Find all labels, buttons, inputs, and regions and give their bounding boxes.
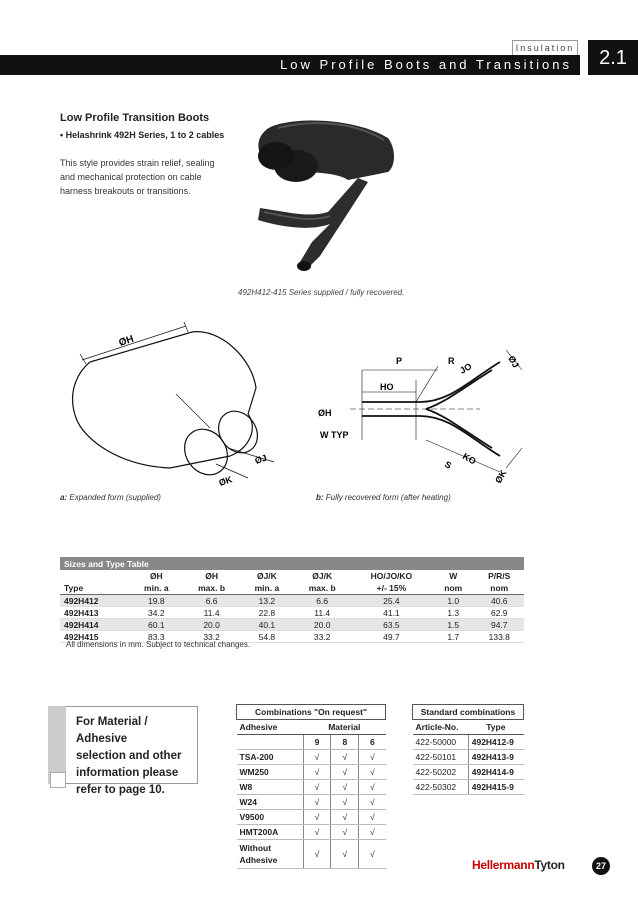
label-oh: ØH (117, 333, 136, 349)
table-row: W8 √ √ √ (237, 780, 386, 795)
label-ok: ØK (493, 468, 509, 485)
page-number: 27 (592, 857, 610, 875)
sizes-header-row-1: ØH ØH ØJ/K ØJ/K HO/JO/KO W P/R/S (149, 571, 511, 581)
label-ok: ØK (217, 474, 234, 488)
table-row: 492H413 34.2 11.4 22.8 11.4 41.1 1.3 62.9 (60, 607, 524, 619)
table-row: 422-50000 492H412-9 (413, 735, 524, 750)
sizes-table (60, 557, 524, 643)
page-title: Low Profile Boots and Transitions (0, 55, 580, 75)
sizes-table-caption: Sizes and Type Table (64, 558, 149, 569)
table-row: TSA-200 √ √ √ (237, 750, 386, 765)
label-r: R (448, 356, 455, 366)
label-s: S (443, 459, 454, 471)
label-ko: KO (461, 451, 478, 467)
table-row: V9500 √ √ √ (237, 810, 386, 825)
table-note: All dimensions in mm. Subject to technical changes. (66, 640, 251, 649)
caption-a: a: Expanded form (supplied) (60, 493, 161, 502)
caption-b: b: Fully recovered form (after heating) (316, 493, 451, 502)
label-oj: ØJ (253, 452, 269, 466)
combinations-table: Combinations "On request" Adhesive Material 9 8 6 TSA-200 √ √ √ WM250 √ √ √ W8 √ √ √ W24 √ √ √ V9500 √ √ √ HMT200A √ √ √ Without Adhesive √ √ √ (236, 704, 386, 869)
material-info-box: For Material / Adhesive selection and other information please refer to page 10. (66, 706, 198, 784)
category-label: Insulation (512, 40, 578, 55)
product-description: This style provides strain relief, sealing and mechanical protection on cable harness breakouts or transitions. (60, 158, 215, 196)
label-ho: HO (380, 382, 394, 392)
table-row: W24 √ √ √ (237, 795, 386, 810)
combinations-caption: Combinations "On request" (237, 705, 386, 720)
label-p: P (396, 356, 403, 366)
table-row: HMT200A √ √ √ (237, 825, 386, 840)
label-oh: ØH (318, 408, 332, 418)
product-title: Low Profile Transition Boots (60, 112, 210, 124)
table-row: WM250 √ √ √ (237, 765, 386, 780)
expanded-form-diagram (60, 318, 300, 490)
label-w: W TYP (320, 430, 349, 440)
table-row: Without Adhesive √ √ √ (237, 840, 386, 869)
section-number: 2.1 (588, 40, 638, 75)
recovered-form-diagram (310, 340, 530, 490)
company-logo: HellermannTyton (472, 858, 565, 872)
table-row: 492H414 60.1 20.0 40.1 20.0 63.5 1.5 94.7 (60, 619, 524, 631)
table-row: 422-50302 492H415-9 (413, 780, 524, 795)
label-jo: JO (458, 361, 474, 376)
standard-combinations-table: Standard combinations Article-No. Type 422-50000 492H412-9 422-50101 492H413-9 422-50202 492H414-9 422-50302 492H415-9 (412, 704, 524, 795)
label-oj: ØJ (506, 354, 521, 370)
table-row: 422-50101 492H413-9 (413, 750, 524, 765)
product-series: • Helashrink 492H Series, 1 to 2 cables (60, 130, 225, 140)
photo-caption: 492H412-415 Series supplied / fully recovered. (238, 288, 405, 297)
standard-caption: Standard combinations (413, 705, 524, 720)
table-row: 422-50202 492H414-9 (413, 765, 524, 780)
table-row: 492H412 19.8 6.6 13.2 6.6 25.4 1.0 40.6 (60, 595, 524, 607)
table-row: 492H415 83.3 33.2 54.8 33.2 49.7 1.7 133.8 (60, 631, 524, 643)
product-photo (238, 108, 402, 280)
info-box-marker (50, 772, 66, 788)
sizes-header-row-2: Type min. a max. b min. a max. b +/- 15% nom nom (60, 582, 524, 595)
